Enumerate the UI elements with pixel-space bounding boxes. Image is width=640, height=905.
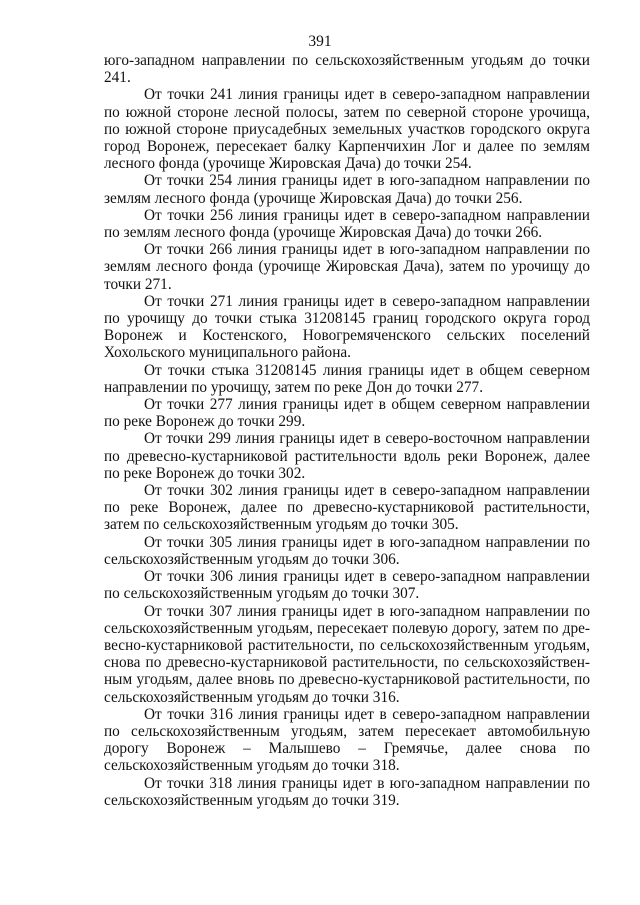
paragraph-point-302: От точки 302 линия границы идет в северо-западном направлении по реке Воронеж, далее по древесно-кустарниковой растительности, затем по сельскохозяйственным угодьям до точки 305. xyxy=(104,482,590,534)
paragraph-point-254: От точки 254 линия границы идет в юго-западном направлении по землям лесного фонда (урочище Жировская Дача) до точки 256. xyxy=(104,172,590,207)
paragraph-junction-31208145: От точки стыка 31208145 линия границы идет в общем северном направлении по урочищу, затем по реке Дон до точки 277. xyxy=(104,361,590,396)
paragraph-point-271: От точки 271 линия границы идет в северо-западном направлении по урочищу до точки стыка 31208145 границ городского округа город Воронеж и Костенского, Новогремяченского сельских поселений Хохольского муниципального района. xyxy=(104,292,590,362)
paragraph-point-241: От точки 241 линия границы идет в северо-западном направлении по южной стороне лесной полосы, затем по северной стороне урочища, по южной стороне приусадебных земельных участков городского округа город Воронеж, пересекает балку Карпенчихин Лог и далее по землям лесного фонда (урочище Жировская Дача) до точки 254. xyxy=(104,86,590,173)
paragraph-point-299: От точки 299 линия границы идет в северо-восточном направлении по древесно-кустарниковой растительности вдоль реки Воронеж, далее по реке Воронеж до точки 302. xyxy=(104,430,590,482)
page-number: 391 xyxy=(308,33,332,50)
paragraph-point-305: От точки 305 линия границы идет в юго-западном направлении по сельскохозяйственным угодьям до точки 306. xyxy=(104,533,590,568)
paragraph-point-277: От точки 277 линия границы идет в общем северном направлении по реке Воронеж до точки 299. xyxy=(104,396,590,431)
paragraph-point-256: От точки 256 линия границы идет в северо-западном направлении по землям лесного фонда (урочище Жировская Дача) до точки 266. xyxy=(104,206,590,242)
document-body xyxy=(104,52,590,809)
paragraph-point-316: От точки 316 линия границы идет в северо-западном направлении по сельскохозяйственным угодьям, затем пересекает автомобильную дорогу Воронеж – Малышево – Гремячье, далее снова по сельскохозяйственным угодьям до точки 318. xyxy=(104,705,590,775)
paragraph-point-266: От точки 266 линия границы идет в юго-западном направлении по землям лесного фонда (урочище Жировская Дача), затем по урочищу до точки 271. xyxy=(104,241,590,293)
paragraph-point-318: От точки 318 линия границы идет в юго-западном направлении по сельскохозяйственным угодьям до точки 319. xyxy=(104,774,590,809)
paragraph-point-307: От точки 307 линия границы идет в юго-западном направлении по сельскохозяйственным угодьям, пересекает полевую дорогу, затем по древесно-кустарниковой растительности, по сельскохозяйственным угодьям, снова по древесно-кустарниковой растительности, по сельскохозяйственным угодьям, далее вновь по древесно-кустарниковой растительности, по сельскохозяйственным угодьям до точки 316. xyxy=(104,602,590,706)
paragraph-point-306: От точки 306 линия границы идет в северо-западном направлении по сельскохозяйственным угодьям до точки 307. xyxy=(104,568,590,603)
paragraph-continuation: юго-западном направлении по сельскохозяйственным угодьям до точки 241. xyxy=(104,52,590,87)
